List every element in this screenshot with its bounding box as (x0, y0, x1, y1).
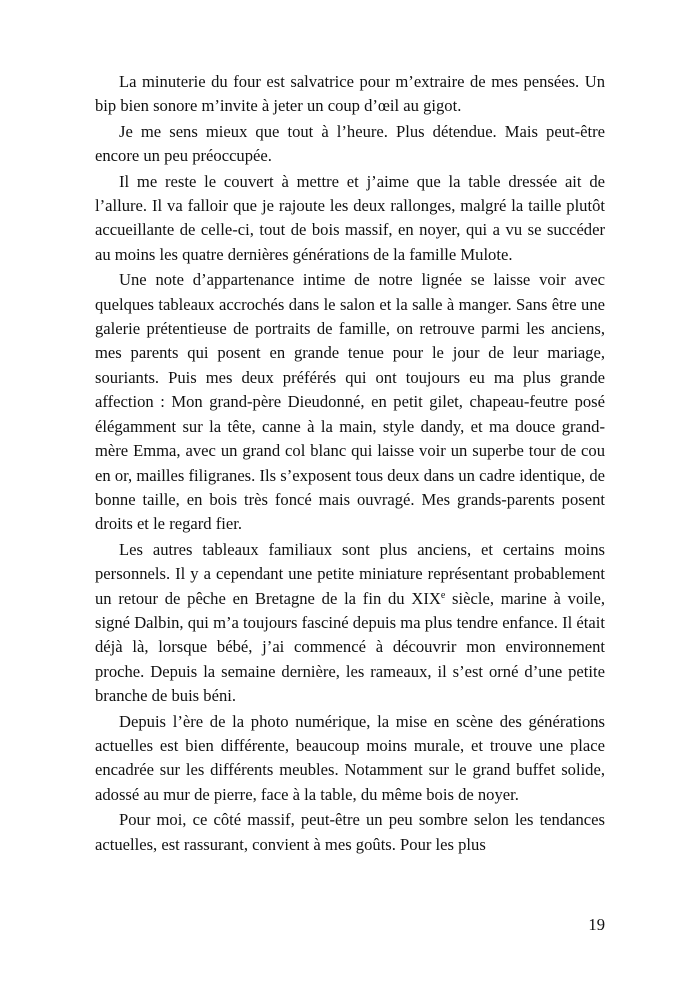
paragraph-2: Je me sens mieux que tout à l’heure. Plus détendue. Mais peut-être encore un peu préoccupée. (95, 121, 605, 166)
paragraph-3: Il me reste le couvert à mettre et j’aime que la table dressée ait de l’allure. Il va falloir que je rajoute les deux rallonges, malgré la taille plutôt accueillante de celle-ci, tout de bois massif, en noyer, qui a vu se succéder au moins les quatre dernières générations de la famille Mulote. (95, 171, 605, 264)
paragraph-5-text-before: Les autres tableaux familiaux sont plus anciens, et certains moins personnels. Il y a cependant une petite miniature représentant probablement un retour de pêche en Bretagne de la fin du XIX (95, 539, 605, 608)
century-superscript: e (440, 589, 446, 601)
book-page (95, 70, 605, 930)
page-number: 19 (588, 915, 605, 934)
paragraph-5-text-after: siècle, marine à voile, signé Dalbin, qui m’a toujours fasciné depuis ma plus tendre enfance. Il était déjà là, lorsque bébé, j’ai commencé à découvrir mon environnement proche. Depuis la semaine dernière, les rameaux, il s’est orné d’une petite branche de buis béni. (95, 588, 606, 706)
paragraph-7: Pour moi, ce côté massif, peut-être un peu sombre selon les tendances actuelles, est rassurant, convient à mes goûts. Pour les plus (95, 810, 605, 854)
paragraph-6: Depuis l’ère de la photo numérique, la mise en scène des générations actuelles est bien différente, beaucoup moins murale, et trouve une place encadrée sur les différents meubles. Notamment sur le grand buffet solide, adossé au mur de pierre, face à la table, du même bois de noyer. (95, 711, 605, 804)
paragraph-4: Une note d’appartenance intime de notre lignée se laisse voir avec quelques tableaux accrochés dans le salon et la salle à manger. Sans être une galerie prétentieuse de portraits de famille, on retrouve parmi les anciens, mes parents qui posent en grande tenue pour le jour de leur mariage, souriants. Puis mes deux préférés qui ont toujours eu ma plus grande affection : Mon grand-père Dieudonné, en petit gilet, chapeau-feutre posé élégamment sur la tête, canne à la main, style dandy, et ma douce grand-mère Emma, avec un grand col blanc qui laisse voir un superbe tour de cou en or, mailles filigranes. Ils s’exposent tous deux dans un cadre identique, de bonne taille, en bois très foncé mais ouvragé. Mes grands-parents posent droits et le regard fier. (95, 270, 605, 534)
paragraph-1: La minuterie du four est salvatrice pour m’extraire de mes pensées. Un bip bien sonore m’invite à jeter un coup d’œil au gigot. (95, 72, 605, 116)
paragraph-5 (95, 538, 605, 709)
